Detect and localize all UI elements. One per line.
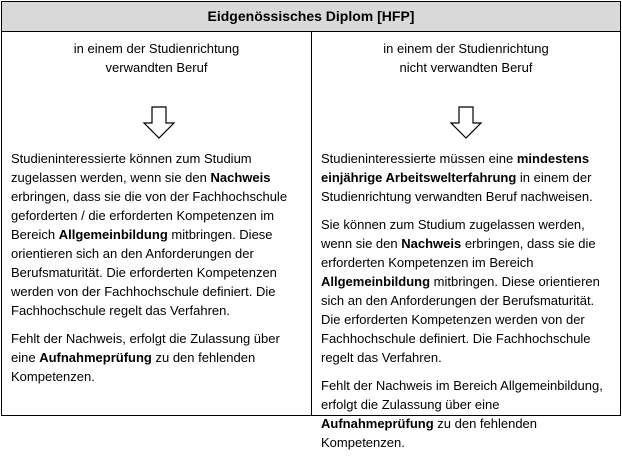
bold-term: Nachweis [210, 170, 271, 185]
bold-term: mindestens einjährige Arbeitswelterfahrung [321, 151, 590, 185]
left-paragraph-2: Fehlt der Nachweis, erfolgt die Zulassung über eine Aufnahmeprüfung zu den fehlenden Kompetenzen. [11, 331, 280, 384]
left-body [11, 149, 303, 395]
bold-term: Nachweis [401, 236, 462, 251]
right-paragraph-3: Fehlt der Nachweis im Bereich Allgemeinbildung, erfolgt die Zulassung über eine Aufnahmeprüfung zu den fehlenden Kompetenzen. [321, 378, 603, 450]
bold-term: Aufnahmeprüfung [321, 416, 434, 431]
header-title: Eidgenössisches Diplom [HFP] [207, 8, 415, 24]
bold-term: Aufnahmeprüfung [39, 350, 152, 365]
right-paragraph-2: Sie können zum Studium zugelassen werden, wenn sie den Nachweis erbringen, dass sie die erforderten Kompetenzen im Bereich Allgemeinbildung mitbringen. Diese orientieren sich an den Anforderungen der Berufsmaturität. Die erforderten Kompetenzen werden von der Fachhochschule definiert. Die Fachhochschule regelt das Verfahren. [321, 217, 600, 365]
table-header [1, 1, 621, 32]
bold-term: Allgemeinbildung [321, 274, 431, 289]
left-paragraph-1: Studieninteressierte können zum Studium zugelassen werden, wenn sie den Nachweis erbringen, dass sie die von der Fachhochschule geforderten / die erforderten Kompetenzen im Bereich Allgemeinbildung mitbringen. Diese orientieren sich an den Anforderungen der Berufsmaturität. Die erforderten Kompetenzen werden von der Fachhochschule definiert. Die Fachhochschule regelt das Verfahren. [11, 151, 288, 318]
left-column [1, 32, 312, 416]
left-subheading-line2: verwandten Beruf [105, 60, 208, 75]
right-subheading-line1: in einem der Studienrichtung [383, 41, 549, 56]
left-subheading-line1: in einem der Studienrichtung [73, 41, 240, 56]
right-subheading [312, 39, 620, 77]
right-subheading-line2: nicht verwandten Beruf [399, 60, 533, 75]
right-body [321, 149, 612, 461]
left-subheading [2, 39, 311, 77]
down-arrow-icon [449, 106, 483, 140]
right-paragraph-1: Studieninteressierte müssen eine mindestens einjährige Arbeitswelterfahrung in einem der Studienrichtung verwandten Beruf nachweisen. [321, 151, 593, 204]
down-arrow-icon [142, 106, 176, 140]
right-column [311, 32, 621, 450]
bold-term: Allgemeinbildung [58, 227, 168, 242]
